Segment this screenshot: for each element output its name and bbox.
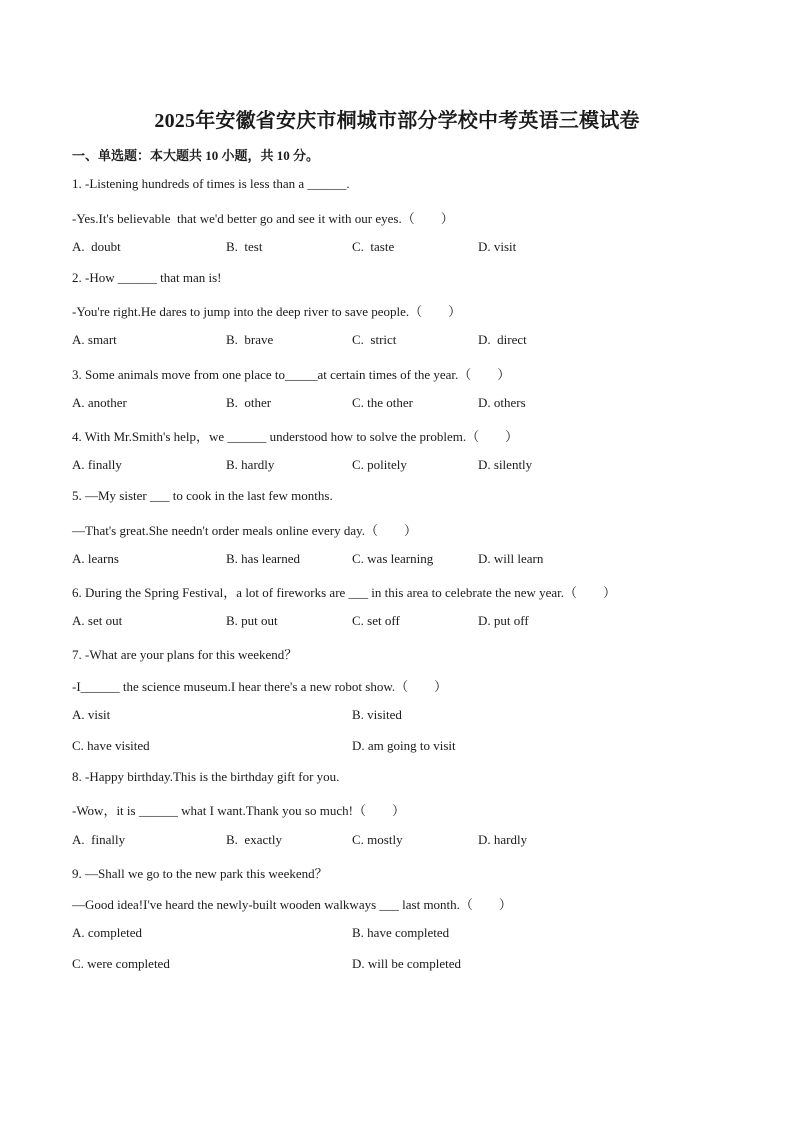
question-9-option-c[interactable]: C. were completed: [72, 956, 170, 971]
question-8-option-c[interactable]: C. mostly: [352, 832, 403, 847]
question-9-stem-line-2: —Good idea!I've heard the newly-built wooden walkways ___ last month.（ ）: [72, 897, 512, 912]
question-4-option-c[interactable]: C. politely: [352, 457, 407, 472]
question-9-stem-line-1: 9. —Shall we go to the new park this weekend？: [72, 866, 328, 881]
question-6-option-b[interactable]: B. put out: [226, 613, 278, 628]
question-8-option-d[interactable]: D. hardly: [478, 832, 528, 847]
question-4-option-b[interactable]: B. hardly: [226, 457, 275, 472]
question-4-stem-line-1: 4. With Mr.Smith's help，we ______ understood how to solve the problem.（ ）: [72, 429, 519, 444]
question-3-option-b[interactable]: B. other: [226, 395, 272, 410]
question-2-option-a[interactable]: A. smart: [72, 332, 117, 347]
question-7-option-b[interactable]: B. visited: [352, 707, 402, 722]
question-3-option-a[interactable]: A. another: [72, 395, 127, 410]
question-6-stem-line-1: 6. During the Spring Festival，a lot of fireworks are ___ in this area to celebrate the new year.（ ）: [72, 585, 617, 600]
question-8-option-a[interactable]: A. finally: [72, 832, 126, 847]
question-1-stem-line-1: 1. -Listening hundreds of times is less than a ______.: [72, 176, 350, 191]
question-6-option-c[interactable]: C. set off: [352, 613, 400, 628]
question-3-option-d[interactable]: D. others: [478, 395, 526, 410]
question-2-stem-line-2: -You're right.He dares to jump into the deep river to save people.（ ）: [72, 304, 462, 319]
question-2-option-d[interactable]: D. direct: [478, 332, 527, 347]
question-1-option-b[interactable]: B. test: [226, 239, 263, 254]
question-1-option-c[interactable]: C. taste: [352, 239, 395, 254]
question-5-option-d[interactable]: D. will learn: [478, 551, 544, 566]
section-header: 一、单选题：本大题共 10 小题，共 10 分。: [72, 148, 320, 163]
question-8-option-b[interactable]: B. exactly: [226, 832, 282, 847]
question-6-option-d[interactable]: D. put off: [478, 613, 529, 628]
question-3-stem-line-1: 3. Some animals move from one place to_____at certain times of the year.（ ）: [72, 367, 511, 382]
question-7-option-d[interactable]: D. am going to visit: [352, 738, 456, 753]
question-9-option-a[interactable]: A. completed: [72, 925, 143, 940]
question-7-option-c[interactable]: C. have visited: [72, 738, 150, 753]
question-1-stem-line-2: -Yes.It's believable that we'd better go and see it with our eyes.（ ）: [72, 211, 454, 226]
question-9-option-b[interactable]: B. have completed: [352, 925, 450, 940]
question-2-option-c[interactable]: C. strict: [352, 332, 397, 347]
question-2-option-b[interactable]: B. brave: [226, 332, 274, 347]
question-6-option-a[interactable]: A. set out: [72, 613, 123, 628]
page-title: 2025年安徽省安庆市桐城市部分学校中考英语三模试卷: [154, 110, 640, 132]
question-2-stem-line-1: 2. -How ______ that man is!: [72, 270, 222, 285]
question-9-option-d[interactable]: D. will be completed: [352, 956, 462, 971]
question-4-option-a[interactable]: A. finally: [72, 457, 122, 472]
question-5-stem-line-2: —That's great.She needn't order meals online every day.（ ）: [72, 523, 417, 538]
question-1-option-a[interactable]: A. doubt: [72, 239, 121, 254]
question-7-option-a[interactable]: A. visit: [72, 707, 111, 722]
question-8-stem-line-2: -Wow，it is ______ what I want.Thank you so much!（ ）: [72, 803, 405, 818]
question-7-stem-line-2: -I______ the science museum.I hear there's a new robot show.（ ）: [72, 679, 448, 694]
question-5-option-b[interactable]: B. has learned: [226, 551, 301, 566]
question-3-option-c[interactable]: C. the other: [352, 395, 414, 410]
question-8-stem-line-1: 8. -Happy birthday.This is the birthday gift for you.: [72, 769, 340, 784]
question-5-option-a[interactable]: A. learns: [72, 551, 119, 566]
question-1-option-d[interactable]: D. visit: [478, 239, 517, 254]
question-5-stem-line-1: 5. —My sister ___ to cook in the last few months.: [72, 488, 333, 503]
question-5-option-c[interactable]: C. was learning: [352, 551, 434, 566]
question-7-stem-line-1: 7. -What are your plans for this weekend？: [72, 647, 298, 662]
question-4-option-d[interactable]: D. silently: [478, 457, 533, 472]
